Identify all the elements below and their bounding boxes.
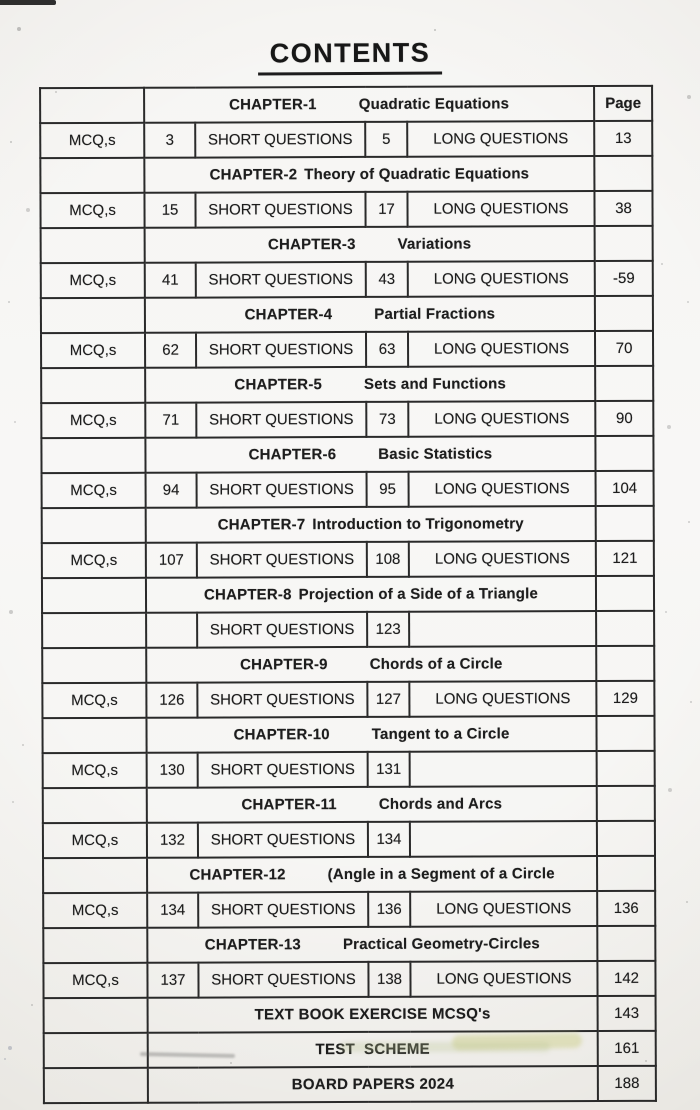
long-questions-label-cell: LONG QUESTIONS [409, 681, 596, 717]
mcq-label-cell: MCQ,s [42, 473, 146, 508]
chapter-data-row [42, 681, 654, 718]
chapter-header-cell [146, 646, 596, 683]
short-questions-page-cell: 123 [367, 612, 409, 647]
mcq-label-cell: MCQ,s [41, 263, 145, 298]
page-number-cell [596, 611, 654, 646]
page-number-cell: 90 [595, 401, 653, 436]
chapter-header-row [41, 226, 653, 263]
extra-section-label-cell: TEST SCHEME [148, 1031, 598, 1068]
title-area [0, 36, 700, 77]
page-number-cell: 161 [598, 1031, 656, 1066]
long-questions-label-cell [410, 751, 597, 787]
scan-edge-artifact [0, 0, 56, 5]
mcq-page-cell: 126 [146, 683, 197, 718]
chapter-data-row [42, 611, 654, 648]
page-number-cell [597, 751, 655, 786]
page-number-cell: 70 [595, 331, 653, 366]
chapter-header-cell [144, 156, 594, 193]
chapter-data-row [40, 121, 652, 158]
mcq-page-cell: 134 [147, 893, 198, 928]
short-questions-label-cell: SHORT QUESTIONS [195, 122, 365, 158]
chapter-data-row [41, 261, 653, 298]
chapter-title: Chords and Arcs [378, 795, 503, 813]
chapter-header-row [40, 86, 652, 123]
mcq-page-cell: 3 [144, 123, 195, 158]
chapter-title: Practical Geometry-Circles [342, 935, 540, 954]
chapter-data-row [42, 471, 654, 508]
short-questions-page-cell: 95 [367, 472, 409, 507]
short-questions-label-cell: SHORT QUESTIONS [198, 822, 368, 858]
chapter-title: Introduction to Trigonometry [312, 515, 524, 534]
chapter-header-row [42, 646, 654, 683]
short-questions-page-cell: 17 [365, 192, 407, 227]
short-questions-page-cell: 73 [366, 402, 408, 437]
empty-page-cell [597, 856, 655, 891]
short-questions-label-cell: SHORT QUESTIONS [197, 542, 367, 578]
chapter-title: Projection of a Side of a Triangle [298, 585, 539, 604]
chapter-header-row [43, 856, 655, 893]
empty-left-cell [42, 508, 146, 543]
page-number-cell: 38 [594, 191, 652, 226]
long-questions-label-cell [409, 611, 596, 647]
mcq-label-cell: MCQ,s [41, 403, 145, 438]
page-number-cell: 129 [596, 681, 654, 716]
chapter-header-text [150, 725, 594, 744]
chapter-header-text [147, 165, 591, 184]
chapter-header-text [148, 235, 592, 254]
page-number-cell: 121 [596, 541, 654, 576]
mcq-page-cell: 107 [146, 543, 197, 578]
chapter-title: Theory of Quadratic Equations [304, 165, 530, 184]
empty-left-cell [41, 368, 145, 403]
empty-left-cell [44, 1033, 148, 1068]
chapter-header-cell [145, 366, 595, 403]
empty-left-cell [40, 158, 144, 193]
extra-section-row [44, 1066, 656, 1103]
chapter-title: Quadratic Equations [358, 95, 510, 113]
chapter-title: Tangent to a Circle [371, 725, 510, 743]
mcq-label-cell: MCQ,s [43, 823, 147, 858]
chapter-header-cell [145, 296, 595, 333]
contents-title: CONTENTS [258, 38, 443, 76]
mcq-label-cell: MCQ,s [40, 193, 144, 228]
mcq-label-cell [42, 613, 146, 648]
mcq-page-cell: 15 [144, 193, 195, 228]
empty-page-cell [594, 156, 652, 191]
empty-left-cell [40, 88, 144, 123]
chapter-header-text [148, 305, 592, 324]
short-questions-page-cell: 134 [368, 822, 410, 857]
long-questions-label-cell: LONG QUESTIONS [408, 261, 595, 297]
chapter-header-cell [147, 926, 597, 963]
short-questions-label-cell: SHORT QUESTIONS [198, 892, 368, 928]
chapter-title: Partial Fractions [374, 305, 496, 323]
mcq-page-cell: 71 [145, 403, 196, 438]
chapter-header-row [41, 366, 653, 403]
long-questions-label-cell: LONG QUESTIONS [409, 471, 596, 507]
empty-page-cell [595, 366, 653, 401]
long-questions-label-cell: LONG QUESTIONS [407, 191, 594, 227]
mcq-page-cell: 62 [145, 333, 196, 368]
short-questions-page-cell: 138 [368, 962, 410, 997]
empty-left-cell [41, 228, 145, 263]
mcq-page-cell: 130 [147, 753, 198, 788]
mcq-label-cell: MCQ,s [42, 543, 146, 578]
chapter-header-row [40, 156, 652, 193]
chapter-header-cell [146, 576, 596, 613]
chapter-number: CHAPTER-10 [233, 726, 330, 744]
mcq-label-cell: MCQ,s [41, 333, 145, 368]
page-number-cell: 188 [598, 1066, 656, 1101]
chapter-number: CHAPTER-8 [203, 586, 292, 604]
long-questions-label-cell: LONG QUESTIONS [410, 891, 597, 927]
chapter-header-text [148, 445, 592, 464]
chapter-header-text [149, 585, 593, 604]
empty-left-cell [42, 578, 146, 613]
short-questions-page-cell: 108 [367, 542, 409, 577]
mcq-label-cell: MCQ,s [43, 893, 147, 928]
toc-table [39, 85, 657, 1104]
page-column-header: Page [594, 86, 652, 121]
chapter-header-text [148, 375, 592, 394]
chapter-title: Sets and Functions [364, 375, 507, 393]
empty-page-cell [595, 226, 653, 261]
short-questions-label-cell: SHORT QUESTIONS [197, 472, 367, 508]
chapter-header-text [150, 935, 594, 954]
mcq-label-cell: MCQ,s [43, 963, 147, 998]
mcq-page-cell [146, 613, 197, 648]
page-number-cell [597, 821, 655, 856]
chapter-title: Chords of a Circle [369, 655, 503, 673]
page-number-cell: 13 [594, 121, 652, 156]
chapter-header-text [149, 515, 593, 534]
extra-section-label-cell: BOARD PAPERS 2024 [148, 1066, 598, 1103]
short-questions-label-cell: SHORT QUESTIONS [196, 402, 366, 438]
empty-page-cell [596, 576, 654, 611]
chapter-number: CHAPTER-7 [217, 516, 306, 534]
highlighter-smudge-faint [340, 1042, 550, 1052]
chapter-number: CHAPTER-2 [209, 166, 298, 184]
chapter-number: CHAPTER-9 [240, 656, 328, 674]
chapter-number: CHAPTER-4 [244, 306, 333, 324]
empty-page-cell [597, 786, 655, 821]
empty-left-cell [44, 1068, 148, 1103]
page-number-cell: 136 [597, 891, 655, 926]
chapter-data-row [41, 401, 653, 438]
mcq-page-cell: 41 [145, 263, 196, 298]
empty-left-cell [43, 858, 147, 893]
chapter-header-row [42, 716, 654, 753]
chapter-header-text [147, 95, 591, 114]
empty-left-cell [42, 718, 146, 753]
chapter-data-row [43, 751, 655, 788]
chapter-data-row [41, 331, 653, 368]
empty-page-cell [596, 716, 654, 751]
mcq-label-cell: MCQ,s [40, 123, 144, 158]
long-questions-label-cell: LONG QUESTIONS [408, 401, 595, 437]
chapter-number: CHAPTER-1 [229, 96, 317, 114]
chapter-number: CHAPTER-13 [204, 936, 301, 954]
chapter-header-cell [146, 716, 596, 753]
empty-left-cell [44, 998, 148, 1033]
extra-section-row [44, 996, 656, 1033]
mcq-label-cell: MCQ,s [42, 683, 146, 718]
chapter-header-text [150, 795, 594, 814]
short-questions-label-cell: SHORT QUESTIONS [197, 682, 367, 718]
page-number-cell: 104 [596, 471, 654, 506]
chapter-title: Basic Statistics [378, 445, 493, 463]
page-number-cell: 143 [598, 996, 656, 1031]
empty-page-cell [596, 646, 654, 681]
chapter-title: (Angle in a Segment of a Circle [327, 865, 555, 884]
short-questions-page-cell: 43 [366, 262, 408, 297]
empty-page-cell [595, 296, 653, 331]
short-questions-page-cell: 131 [368, 752, 410, 787]
chapter-header-cell [144, 86, 594, 123]
short-questions-label-cell: SHORT QUESTIONS [196, 332, 366, 368]
contents-table [39, 85, 657, 1104]
page-number-cell: -59 [595, 261, 653, 296]
short-questions-label-cell: SHORT QUESTIONS [195, 192, 365, 228]
chapter-header-cell [147, 856, 597, 893]
long-questions-label-cell [410, 821, 597, 857]
chapter-header-cell [145, 436, 595, 473]
short-questions-page-cell: 136 [368, 892, 410, 927]
scan-noise-specks [0, 0, 2, 2]
empty-left-cell [41, 438, 145, 473]
extra-section-label-cell: TEXT BOOK EXERCISE MCSQ's [148, 996, 598, 1033]
mcq-page-cell: 94 [146, 473, 197, 508]
empty-left-cell [41, 298, 145, 333]
chapter-header-cell [146, 506, 596, 543]
short-questions-page-cell: 63 [366, 332, 408, 367]
short-questions-label-cell: SHORT QUESTIONS [196, 262, 366, 298]
chapter-header-row [43, 786, 655, 823]
chapter-number: CHAPTER-5 [234, 376, 323, 394]
chapter-number: CHAPTER-6 [248, 446, 337, 464]
empty-left-cell [43, 788, 147, 823]
page-number-cell: 142 [597, 961, 655, 996]
empty-page-cell [595, 436, 653, 471]
chapter-data-row [43, 961, 655, 998]
long-questions-label-cell: LONG QUESTIONS [407, 121, 594, 157]
chapter-data-row [43, 891, 655, 928]
short-questions-page-cell: 5 [365, 122, 407, 157]
chapter-data-row [42, 541, 654, 578]
chapter-number: CHAPTER-11 [241, 796, 337, 814]
chapter-number: CHAPTER-3 [267, 235, 356, 254]
chapter-header-row [41, 436, 653, 473]
chapter-header-text [149, 655, 593, 674]
long-questions-label-cell: LONG QUESTIONS [410, 961, 597, 997]
mcq-page-cell: 132 [147, 823, 198, 858]
chapter-header-cell [147, 786, 597, 823]
long-questions-label-cell: LONG QUESTIONS [408, 331, 595, 367]
chapter-data-row [43, 821, 655, 858]
chapter-data-row [40, 191, 652, 228]
short-questions-page-cell: 127 [367, 682, 409, 717]
empty-left-cell [43, 928, 147, 963]
short-questions-label-cell: SHORT QUESTIONS [198, 962, 368, 998]
chapter-header-row [43, 926, 655, 963]
chapter-header-row [42, 506, 654, 543]
long-questions-label-cell: LONG QUESTIONS [409, 541, 596, 577]
chapter-number: CHAPTER-12 [189, 866, 286, 884]
mcq-page-cell: 137 [147, 963, 198, 998]
chapter-header-text [150, 865, 594, 884]
chapter-title: Variations [397, 235, 472, 253]
chapter-header-cell [145, 226, 595, 263]
chapter-header-row [42, 576, 654, 613]
empty-page-cell [596, 506, 654, 541]
empty-page-cell [597, 926, 655, 961]
empty-left-cell [42, 648, 146, 683]
mcq-label-cell: MCQ,s [43, 753, 147, 788]
short-questions-label-cell: SHORT QUESTIONS [198, 752, 368, 788]
short-questions-label-cell: SHORT QUESTIONS [197, 612, 367, 648]
chapter-header-row [41, 296, 653, 333]
